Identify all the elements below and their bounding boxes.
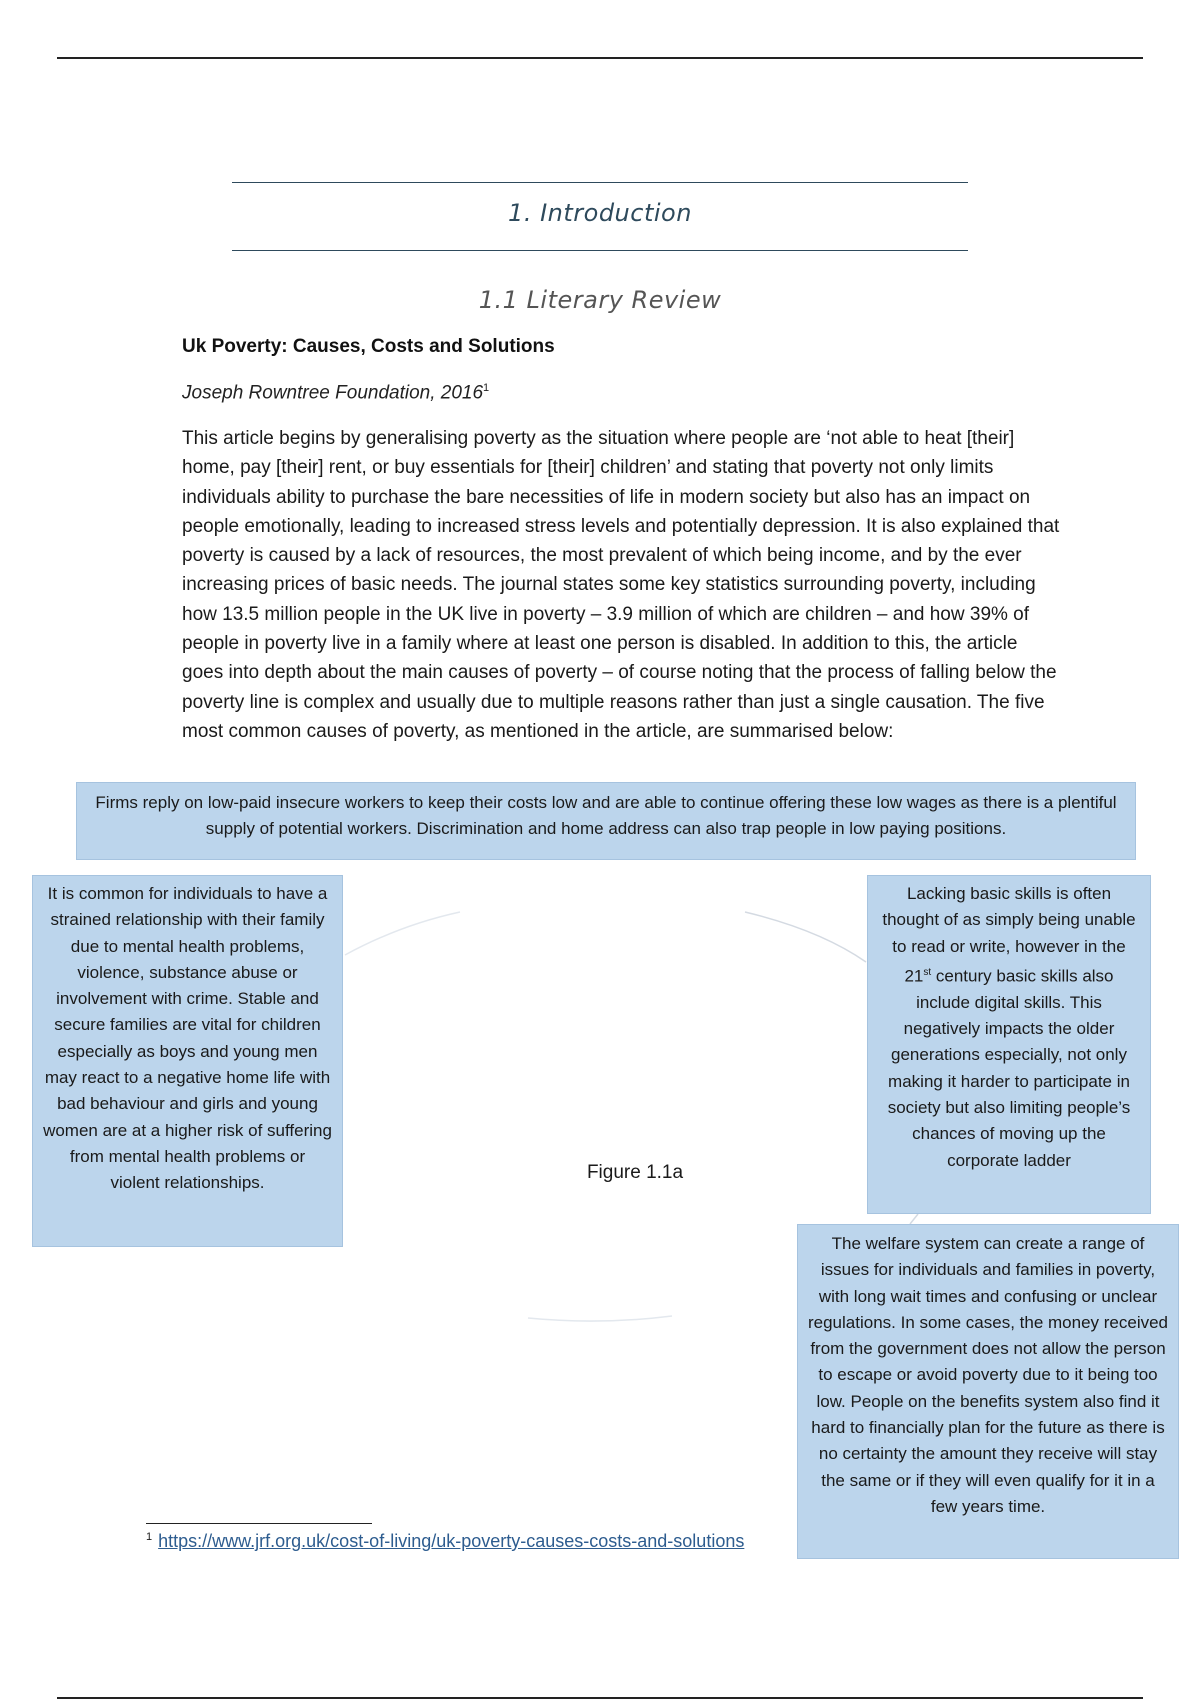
- cause-lack-of-skills-box: [867, 875, 1151, 1214]
- footnote-reference[interactable]: 1: [483, 382, 490, 394]
- chapter-title-rule-bottom: [232, 250, 968, 251]
- page-footer-rule: [57, 1697, 1143, 1699]
- footnote: [146, 1531, 744, 1552]
- connector-arc-right: [745, 912, 866, 962]
- footnote-mark: 1: [146, 1531, 153, 1543]
- cause-family-problems-box: It is common for individuals to have a strained relationship with their family due to mental health problems, violence, substance abuse or involvement with crime. Stable and secure families are vital for children especially as boys and young men may react to a negative home life with bad behaviour and girls and young women are at a higher risk of suffering from mental health problems or violent relationships.: [32, 875, 343, 1247]
- footnote-link[interactable]: https://www.jrf.org.uk/cost-of-living/uk-poverty-causes-costs-and-solutions: [158, 1531, 745, 1551]
- article-source-text: Joseph Rowntree Foundation, 2016: [182, 382, 484, 404]
- skills-text-start: Lacking basic skills is often thought of as simply being unable to read or write, however in the 21: [882, 884, 1136, 986]
- section-title: 1.1 Literary Review: [478, 286, 722, 314]
- article-title: Uk Poverty: Causes, Costs and Solutions: [182, 336, 555, 357]
- chapter-title-rule-top: [232, 182, 968, 183]
- article-source: [182, 382, 489, 404]
- figure-caption: Figure 1.1a: [586, 1162, 684, 1183]
- page-header-rule: [57, 57, 1143, 59]
- chapter-title: 1. Introduction: [508, 199, 692, 227]
- skills-text-end: century basic skills also include digital skills. This negatively impacts the older generations especially, not only making it harder to participate in society but also limiting people’s chances of moving up the corporate ladder: [887, 966, 1131, 1170]
- article-summary-paragraph: This article begins by generalising poverty as the situation where people are ‘not able to heat [their] home, pay [their] rent, or buy essentials for [their] children’ and stating that poverty not only limits individuals ability to purchase the bare necessities of life in modern society but also has an impact on people emotionally, leading to increased stress levels and potentially depression. It is also explained that poverty is caused by a lack of resources, the most prevalent of which being income, and by the ever increasing prices of basic needs. The journal states some key statistics surrounding poverty, including how 13.5 million people in the UK live in poverty – 3.9 million of which are children – and how 39% of people in poverty live in a family where at least one person is disabled. In addition to this, the article goes into depth about the main causes of poverty – of course noting that the process of falling below the poverty line is complex and usually due to multiple reasons rather than just a single causation. The five most common causes of poverty, as mentioned in the article, are summarised below:: [182, 428, 1060, 742]
- connector-arc-bottom: [528, 1316, 672, 1321]
- skills-ordinal-suffix: st: [923, 966, 932, 978]
- footnote-separator: [146, 1523, 372, 1524]
- connector-arc-right-lower: [910, 1214, 918, 1224]
- cause-welfare-system-box: The welfare system can create a range of issues for individuals and families in poverty, with long wait times and confusing or unclear regulations. In some cases, the money received from the government does not allow the person to escape or avoid poverty due to it being too low. People on the benefits system also find it hard to financially plan for the future as there is no certainty the amount they receive will stay the same or if they will even qualify for it in a few years time.: [797, 1224, 1179, 1559]
- connector-arc-left: [345, 912, 460, 955]
- cause-low-pay-box: Firms reply on low-paid insecure workers to keep their costs low and are able to continue offering these low wages as there is a plentiful supply of potential workers. Discrimination and home address can also trap people in low paying positions.: [76, 782, 1136, 860]
